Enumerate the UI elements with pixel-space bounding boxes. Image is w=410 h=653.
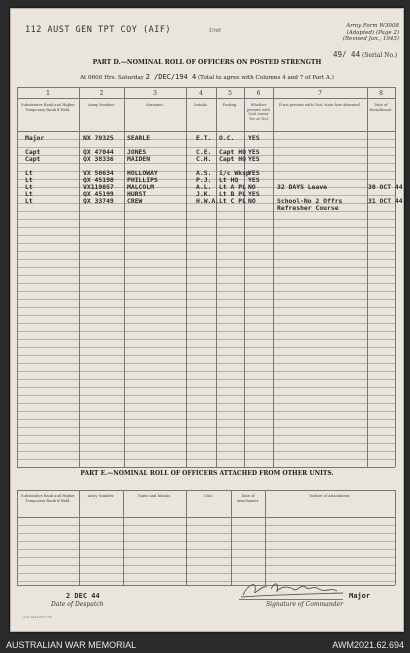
printer-note: A.W. 204 D3/8 7/43	[23, 615, 53, 619]
ruled-line	[17, 291, 395, 292]
ruled-line	[17, 557, 395, 558]
cell-posting: O.C.	[219, 134, 235, 142]
column-header: Date of Attachment.	[236, 494, 260, 503]
cell-rank: Capt	[25, 155, 41, 163]
ruled-line	[17, 267, 395, 268]
cell-rank: Capt	[25, 148, 41, 156]
cell-surname: HURST	[127, 190, 147, 198]
column-number: 3	[153, 90, 157, 97]
cell-number: QX 45198	[83, 176, 114, 184]
cell-surname: HOLLOWAY	[127, 169, 158, 177]
cell-surname: MAIDEN	[127, 155, 151, 163]
despatch-label: Date of Despatch	[51, 601, 104, 608]
cell-rank: Major	[25, 134, 45, 142]
cell-present: YES	[248, 134, 260, 142]
cell-present: YES	[248, 190, 260, 198]
column-number: 5	[228, 90, 232, 97]
ruled-line	[17, 371, 395, 372]
ruled-line	[17, 573, 395, 574]
cell-posting: Lt HQ	[219, 176, 239, 184]
hrs-date: 2 /DEC/194 4	[145, 73, 197, 81]
cell-number: QX 45199	[83, 190, 114, 198]
column-header: Substantive Rank and Higher Temporary Rank if Held.	[21, 103, 75, 112]
ruled-line	[17, 339, 395, 340]
ruled-line	[17, 347, 395, 348]
hrs-prefix: At 0600 Hrs. Saturday	[80, 75, 144, 81]
column-number: 6	[256, 90, 261, 97]
ruled-line	[17, 541, 395, 542]
table-rule	[17, 131, 395, 132]
army-form-id	[329, 23, 399, 43]
ruled-line	[17, 227, 395, 228]
column-header: Initials.	[194, 103, 208, 107]
cell-rank: Lt	[25, 169, 33, 177]
cell-number: NX 70325	[83, 134, 114, 142]
ruled-line	[17, 363, 395, 364]
column-header: Name and Initials.	[137, 494, 172, 498]
ruled-line	[17, 307, 395, 308]
cell-absence: Refresher Course	[277, 204, 339, 212]
cell-surname: PHILLIPS	[127, 176, 158, 184]
column-number: 7	[318, 90, 322, 97]
ruled-line	[17, 387, 395, 388]
army-form-line: Army Form W3008	[346, 23, 399, 29]
cell-surname: SEARLE	[127, 134, 151, 142]
part-e-title: PART E.—NOMINAL ROLL OF OFFICERS ATTACHED FROM OTHER UNITS.	[80, 470, 334, 477]
column-header: Surname.	[146, 103, 164, 107]
cell-initials: E.T.	[196, 134, 212, 142]
ruled-line	[17, 395, 395, 396]
column-divider	[231, 490, 232, 585]
table-rule	[17, 467, 395, 468]
cell-date: 30 OCT 44	[368, 183, 403, 191]
cell-number: QX 38336	[83, 155, 114, 163]
serial-number	[333, 50, 397, 59]
column-header: Army Number.	[87, 494, 115, 498]
ruled-line	[17, 427, 395, 428]
column-divider	[123, 490, 124, 585]
table-rule	[17, 490, 395, 491]
column-header: Nature of Attachment.	[309, 494, 351, 498]
cell-rank: Lt	[25, 197, 33, 205]
ruled-line	[17, 403, 395, 404]
part-d-timestamp	[11, 73, 403, 81]
column-divider	[186, 490, 187, 585]
table-rule	[17, 98, 395, 99]
cell-number: QX 47044	[83, 148, 114, 156]
ruled-line	[17, 259, 395, 260]
column-header: If not present with Unit, state how absented.	[279, 103, 361, 107]
cell-initials: J.K.	[196, 190, 212, 198]
serial-typed: 49/ 44	[333, 50, 361, 59]
army-form-line: (Adapted) (Page 2)	[346, 29, 399, 36]
ruled-line	[17, 525, 395, 526]
cell-absence: 32 DAYS Leave	[277, 183, 328, 191]
archive-institution: AUSTRALIAN WAR MEMORIAL	[6, 640, 137, 650]
ruled-line	[17, 251, 395, 252]
column-header: Substantive Rank and Higher Temporary Rank if Held.	[21, 494, 75, 503]
column-divider	[265, 490, 266, 585]
ruled-line	[17, 331, 395, 332]
cell-initials: A.L.	[196, 183, 212, 191]
archive-accession: AWM2021.62.694	[332, 640, 404, 650]
cell-present: YES	[248, 155, 260, 163]
signature-line	[239, 599, 343, 600]
column-number: 2	[99, 90, 104, 97]
ruled-line	[17, 243, 395, 244]
ruled-line	[17, 379, 395, 380]
cell-date: 31 OCT 44	[368, 197, 403, 205]
cell-absence: School-No 2 Offrs	[277, 197, 343, 205]
cell-number: VX 50634	[83, 169, 114, 177]
column-header: Whether present with Unit (enter Yes or No)	[246, 103, 270, 121]
ruled-line	[17, 549, 395, 550]
column-divider	[79, 490, 80, 585]
document-sheet	[10, 8, 404, 632]
cell-present: NO	[248, 197, 256, 205]
column-header: Date of Detachment.	[369, 103, 393, 112]
ruled-line	[17, 443, 395, 444]
cell-number: QX 33749	[83, 197, 114, 205]
cell-surname: MALCOLM	[127, 183, 154, 191]
ruled-line	[17, 323, 395, 324]
cell-initials: H.W.A.	[196, 197, 220, 205]
column-header: Army Number.	[88, 103, 115, 107]
ruled-line	[17, 219, 395, 220]
cell-number: VX119057	[83, 183, 114, 191]
column-header: Unit.	[203, 494, 214, 498]
column-number: 4	[199, 90, 203, 97]
column-number: 8	[379, 90, 383, 97]
serial-label: (Serial No.)	[362, 52, 398, 59]
cell-initials: A.S.	[196, 169, 212, 177]
ruled-line	[17, 451, 395, 452]
cell-rank: Lt	[25, 183, 33, 191]
cell-rank: Lt	[25, 176, 33, 184]
hrs-suffix: (Total to agree with Columns 4 and 7 of Part A.)	[197, 75, 334, 81]
commander-rank: Major	[349, 592, 371, 600]
cell-initials: C.H.	[196, 155, 212, 163]
cell-present: YES	[248, 176, 260, 184]
column-number: 1	[46, 90, 50, 97]
cell-initials: P.J.	[196, 176, 212, 184]
ruled-line	[17, 283, 395, 284]
cell-initials: C.E.	[196, 148, 212, 156]
ruled-line	[17, 235, 395, 236]
cell-present: NO	[248, 183, 256, 191]
unit-name: 112 AUST GEN TPT COY (AIF)	[25, 25, 172, 35]
cell-present: YES	[248, 169, 260, 177]
cell-rank: Lt	[25, 190, 33, 198]
cell-posting: Lt B PL	[219, 190, 246, 198]
part-d-title: PART D.—NOMINAL ROLL OF OFFICERS ON POSTED STRENGTH	[92, 59, 322, 66]
cell-posting: Capt HQ	[219, 148, 246, 156]
ruled-line	[17, 355, 395, 356]
column-header: Posting.	[222, 103, 238, 107]
column-divider	[17, 490, 18, 585]
ruled-line	[17, 459, 395, 460]
ruled-line	[17, 565, 395, 566]
army-form-line: (Revised Jan., 1943)	[342, 36, 399, 42]
cell-surname: CREW	[127, 197, 143, 205]
ruled-line	[17, 299, 395, 300]
ruled-line	[17, 419, 395, 420]
cell-posting: Lt A PL	[219, 183, 246, 191]
ruled-line	[17, 275, 395, 276]
cell-posting: i/c Wksp	[219, 169, 250, 177]
column-divider	[395, 490, 396, 585]
cell-posting: Lt C PL	[219, 197, 246, 205]
ruled-line	[17, 435, 395, 436]
table-rule	[17, 87, 395, 88]
despatch-date: 2 DEC 44	[66, 592, 100, 600]
ruled-line	[17, 411, 395, 412]
cell-surname: JONES	[127, 148, 147, 156]
table-row	[11, 204, 403, 212]
table-rule	[17, 517, 395, 518]
cell-posting: Capt HQ	[219, 155, 246, 163]
ruled-line	[17, 533, 395, 534]
signature-label: Signature of Commander	[266, 601, 343, 608]
unit-label: Unit	[209, 28, 222, 34]
cell-present: YES	[248, 148, 260, 156]
ruled-line	[17, 315, 395, 316]
